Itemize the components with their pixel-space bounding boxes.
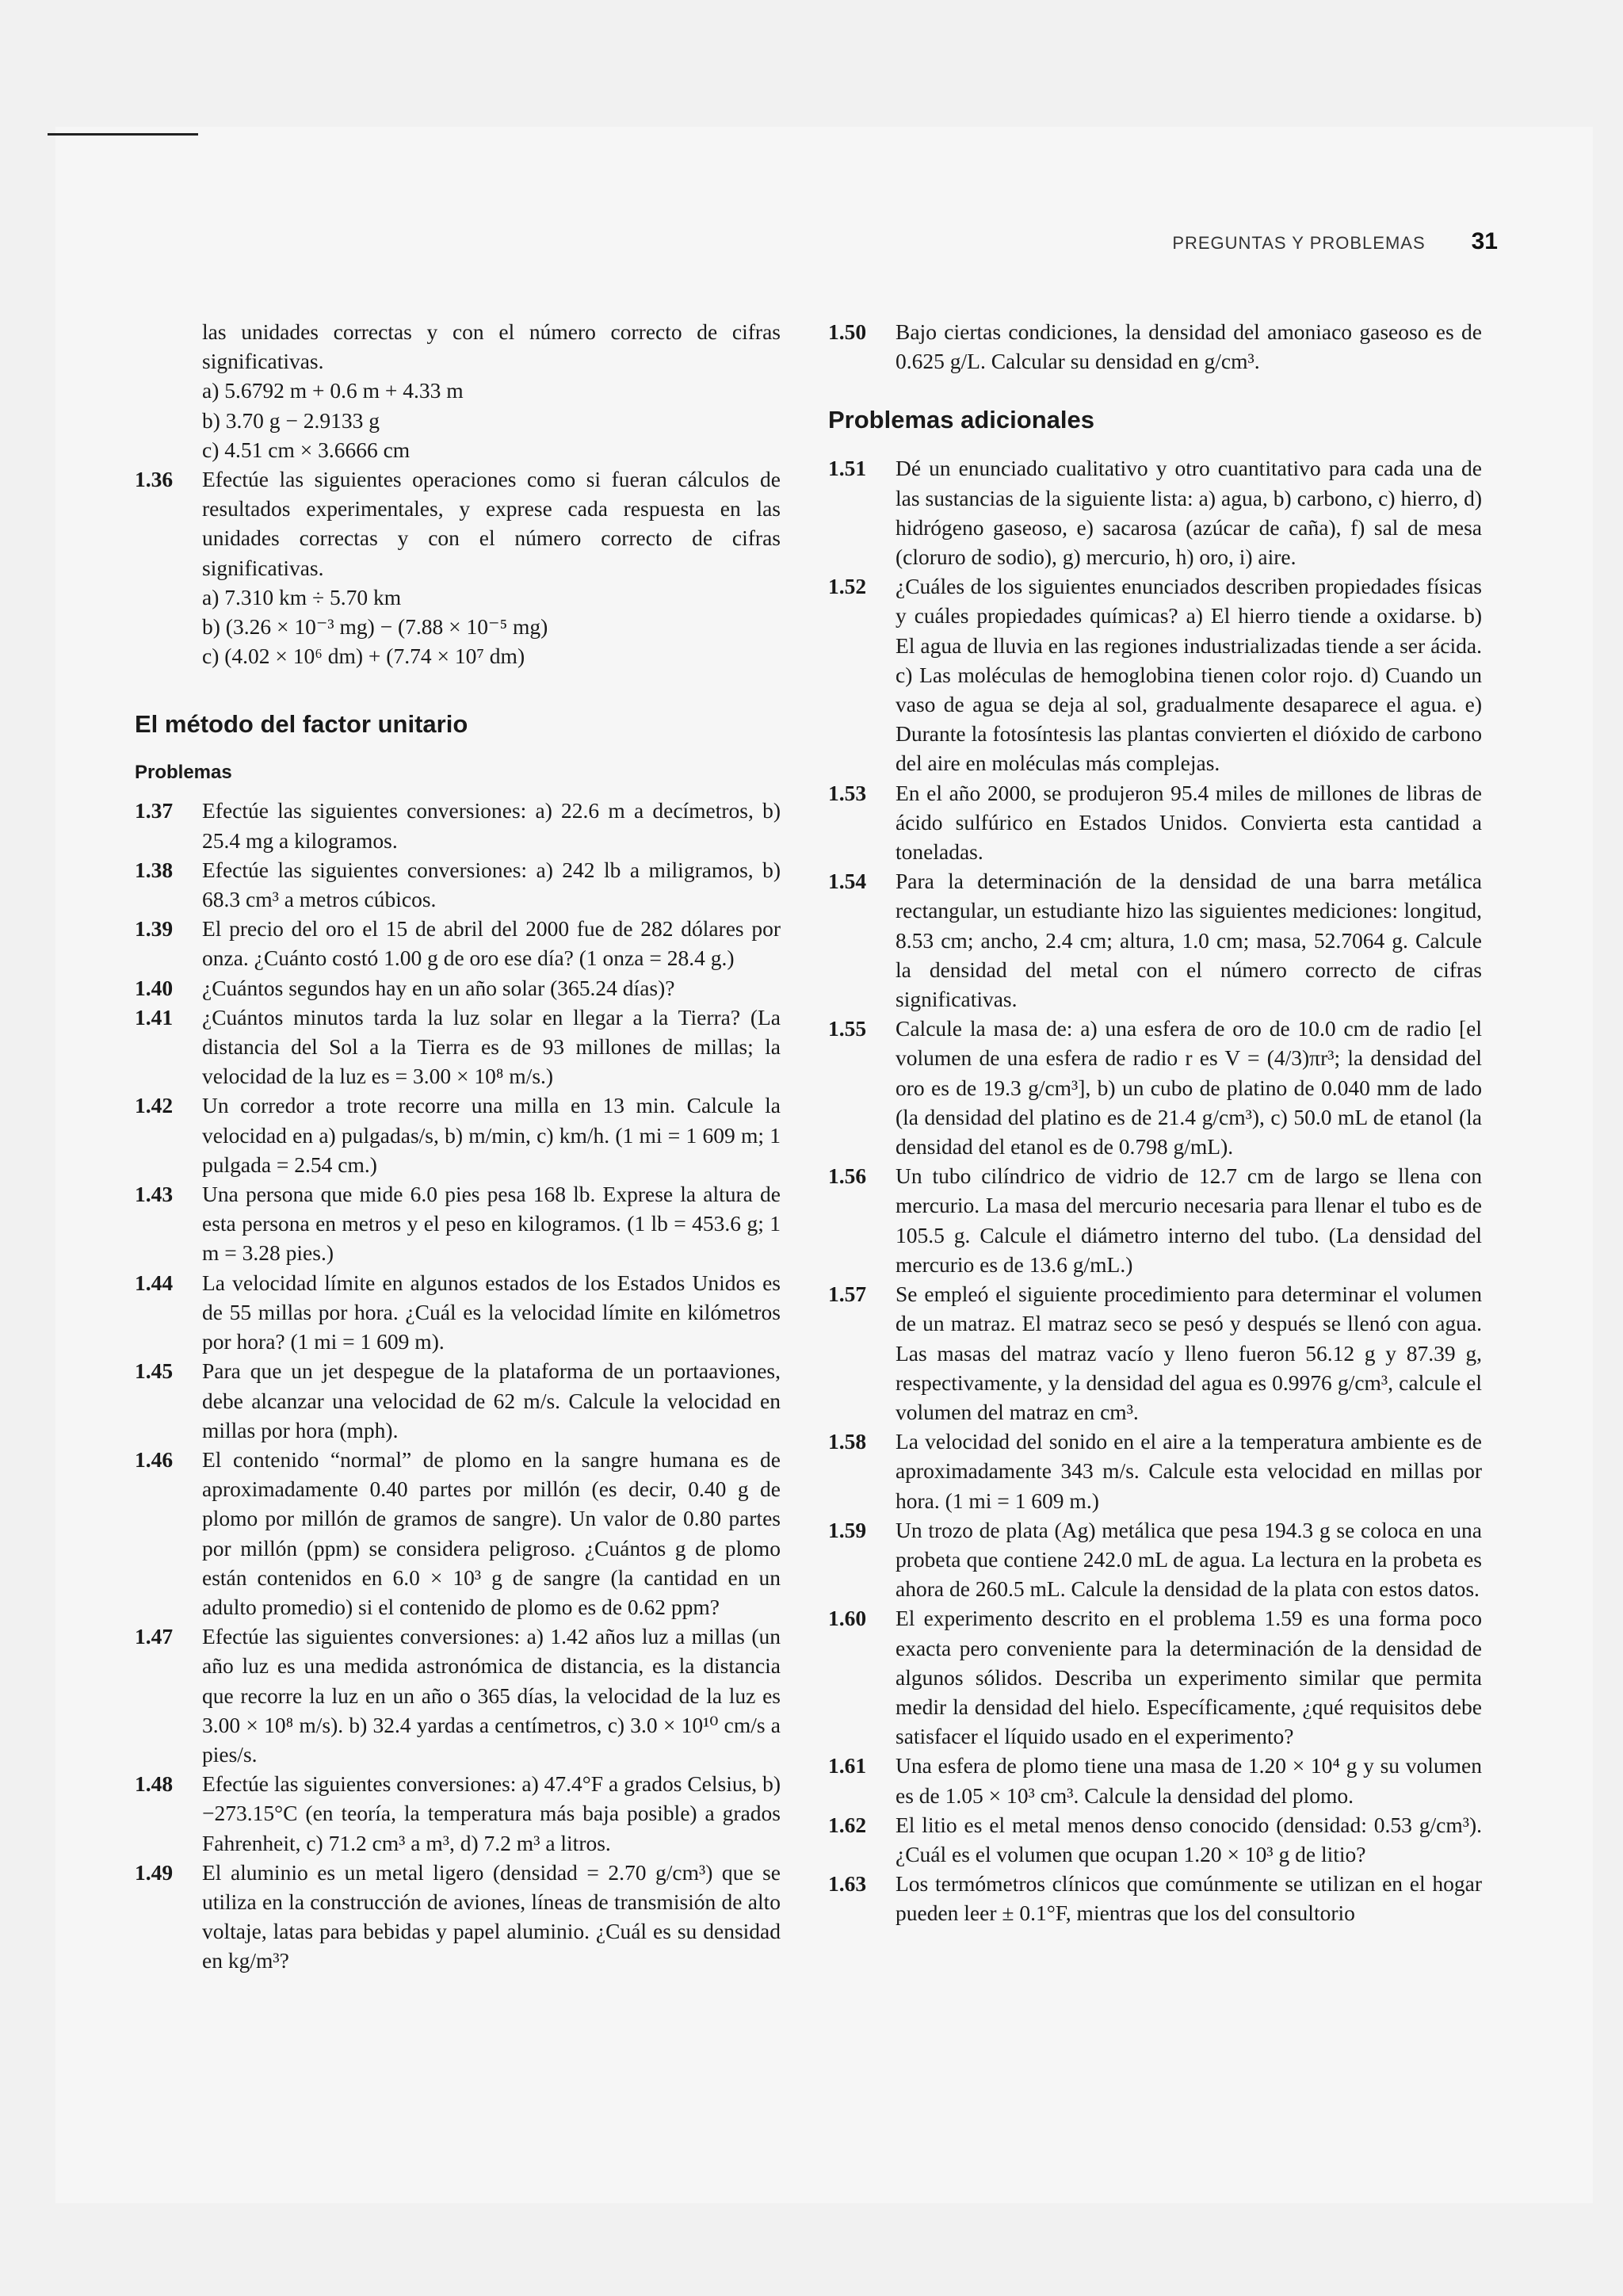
problem-number: 1.47 <box>135 1624 174 1649</box>
problem-text: Efectúe las siguientes conversiones: a) 1.42 años luz a millas (un año luz es una medida astronómica de distancia, es la distancia que recorre la luz en un año o 365 días, la velocidad de la luz es 3.00 × 10⁸ m/s). b) 32.4 yardas a centímetros, c) 3.0 × 10¹⁰ cm/s a pies/s. <box>202 1624 781 1767</box>
problem-text: Un trozo de plata (Ag) metálica que pesa 194.3 g se coloca en una probeta que contiene 242.0 mL de agua. La lectura en la probeta es ahora de 260.5 mL. Calcule la densidad de la plata con estos datos. <box>896 1517 1482 1602</box>
problem-item <box>135 1091 781 1179</box>
problem-number: 1.48 <box>135 1771 174 1797</box>
problem-item <box>135 1356 781 1445</box>
problem-number: 1.37 <box>135 798 174 823</box>
top-rule <box>48 133 198 136</box>
section-heading: El método del factor unitario <box>135 710 468 739</box>
problem-number: 1.52 <box>828 574 867 599</box>
problem-item <box>828 1603 1482 1751</box>
section-heading: Problemas adicionales <box>828 406 1094 434</box>
sub-item: a) 5.6792 m + 0.6 m + 4.33 m <box>202 378 464 403</box>
problem-text: Para que un jet despegue de la plataforma de un portaaviones, debe alcanzar una velocidad de 62 m/s. Calcule la velocidad en millas por hora (mph). <box>202 1358 781 1442</box>
problem-number: 1.45 <box>135 1358 174 1384</box>
problem-text: Una esfera de plomo tiene una masa de 1.20 × 10⁴ g y su volumen es de 1.05 × 10³ cm³. Calcule la densidad del plomo. <box>896 1753 1482 1808</box>
problem-number: 1.36 <box>135 467 174 492</box>
problem-item <box>135 796 781 854</box>
problem-item <box>135 855 781 914</box>
problem-item <box>828 1515 1482 1604</box>
problem-number: 1.51 <box>828 456 867 481</box>
problem-1-50 <box>828 317 1482 376</box>
problem-text: El precio del oro el 15 de abril del 2000 fue de 282 dólares por onza. ¿Cuánto costó 1.00 g de oro ese día? (1 onza = 28.4 g.) <box>202 916 781 971</box>
problem-item <box>135 1268 781 1357</box>
problem-text: Una persona que mide 6.0 pies pesa 168 lb. Exprese la altura de esta persona en metros y el peso en kilogramos. (1 lb = 453.6 g; 1 m = 3.28 pies.) <box>202 1182 781 1266</box>
problem-item <box>828 1751 1482 1809</box>
sub-item: c) 4.51 cm × 3.6666 cm <box>202 437 411 462</box>
problem-item <box>135 1622 781 1769</box>
problem-text: Calcule la masa de: a) una esfera de oro de 10.0 cm de radio [el volumen de una esfera de radio r es V = (4/3)πr³; la densidad del oro es de 19.3 g/cm³], b) un cubo de platino de 0.040 mm de lado (la densidad del platino es de 21.4 g/cm³), c) 50.0 mL de etanol (la densidad del etanol es de 0.798 g/mL). <box>896 1016 1482 1159</box>
problem-text: Se empleó el siguiente procedimiento para determinar el volumen de un matraz. El matraz seco se pesó y después se llenó con agua. Las masas del matraz vacío y lleno fueron 56.12 g y 87.39 g, respectivamente, y la densidad del agua es 0.9976 g/cm³, calcule el volumen del matraz en cm³. <box>896 1282 1482 1424</box>
problem-text: El contenido “normal” de plomo en la sangre humana es de aproximadamente 0.40 partes por millón (es decir, 0.40 g de plomo por millón de gramos de sangre). Un valor de 0.80 partes por millón (ppm) se considera peligroso. ¿Cuántos g de plomo están contenidos en 6.0 × 10³ g de sangre (la cantidad en un adulto promedio) si el contenido de plomo es de 0.62 ppm? <box>202 1446 781 1619</box>
problem-text: La velocidad límite en algunos estados de los Estados Unidos es de 55 millas por hora. ¿Cuál es la velocidad límite en kilómetros por hora? (1 mi = 1 609 m). <box>202 1270 781 1354</box>
problem-number: 1.49 <box>135 1859 174 1885</box>
problem-number: 1.60 <box>828 1606 867 1631</box>
problem-number: 1.57 <box>828 1282 867 1307</box>
problem-number: 1.59 <box>828 1517 867 1542</box>
problem-text: Para la determinación de la densidad de una barra metálica rectangular, un estudiante hizo las siguientes mediciones: longitud, 8.53 cm; ancho, 2.4 cm; altura, 1.0 cm; masa, 52.7064 g. Calcule la densidad del metal con el número correcto de cifras significativas. <box>896 869 1482 1012</box>
problem-item <box>828 778 1482 867</box>
problem-text: El aluminio es un metal ligero (densidad = 2.70 g/cm³) que se utiliza en la construcción de aviones, líneas de transmisión de alto voltaje, latas para bebidas y papel aluminio. ¿Cuál es su densidad en kg/m³? <box>202 1859 781 1973</box>
problem-item <box>828 1161 1482 1279</box>
problem-number: 1.62 <box>828 1812 867 1837</box>
page-number: 31 <box>1471 228 1498 254</box>
sub-item: b) 3.70 g − 2.9133 g <box>202 407 380 433</box>
running-head <box>872 228 1498 260</box>
continued-text: las unidades correctas y con el número correcto de cifras significativas. <box>202 319 781 374</box>
problem-number: 1.56 <box>828 1163 867 1189</box>
problem-text: Dé un enunciado cualitativo y otro cuantitativo para cada una de las sustancias de la siguiente lista: a) agua, b) carbono, c) hierro, d) hidrógeno gaseoso, e) sacarosa (azúcar de caña), f) sal de mesa (cloruro de sodio), g) mercurio, h) oro, i) aire. <box>896 456 1482 570</box>
problem-text: Bajo ciertas condiciones, la densidad del amoniaco gaseoso es de 0.625 g/L. Calcular su densidad en g/cm³. <box>896 319 1482 374</box>
problem-text: Un corredor a trote recorre una milla en 13 min. Calcule la velocidad en a) pulgadas/s, b) m/min, c) km/h. (1 mi = 1 609 m; 1 pulgada = 2.54 cm.) <box>202 1093 781 1177</box>
problem-number: 1.40 <box>135 975 174 1000</box>
problem-item <box>828 1869 1482 1927</box>
problem-number: 1.39 <box>135 916 174 942</box>
problem-item <box>828 453 1482 571</box>
problem-number: 1.58 <box>828 1429 867 1454</box>
problem-text: El litio es el metal menos denso conocido (densidad: 0.53 g/cm³). ¿Cuál es el volumen que ocupan 1.20 × 10³ g de litio? <box>896 1812 1482 1866</box>
problem-number: 1.55 <box>828 1016 867 1041</box>
problem-item <box>135 1769 781 1858</box>
sub-item: c) (4.02 × 10⁶ dm) + (7.74 × 10⁷ dm) <box>202 644 525 669</box>
problem-number: 1.44 <box>135 1270 174 1295</box>
problem-number: 1.42 <box>135 1093 174 1118</box>
sub-item: b) (3.26 × 10⁻³ mg) − (7.88 × 10⁻⁵ mg) <box>202 614 548 640</box>
problem-number: 1.61 <box>828 1753 867 1778</box>
problem-item <box>828 1810 1482 1869</box>
problem-text: Efectúe las siguientes operaciones como si fueran cálculos de resultados experimentales, y exprese cada respuesta en las unidades correctas y con el número correcto de cifras significativas. <box>202 467 781 580</box>
problem-text: La velocidad del sonido en el aire a la temperatura ambiente es de aproximadamente 343 m/s. Calcule esta velocidad en millas por hora. (1 mi = 1 609 m.) <box>896 1429 1482 1513</box>
problem-text: Efectúe las siguientes conversiones: a) 22.6 m a decímetros, b) 25.4 mg a kilogramos. <box>202 798 781 853</box>
problem-item <box>828 866 1482 1014</box>
problem-number: 1.38 <box>135 857 174 882</box>
right-column <box>828 317 1482 1928</box>
problem-number: 1.46 <box>135 1446 174 1472</box>
problem-text: Efectúe las siguientes conversiones: a) 47.4°F a grados Celsius, b) −273.15°C (en teoría, la temperatura más baja posible) a grados Fahrenheit, c) 71.2 cm³ a m³, d) 7.2 m³ a litros. <box>202 1771 781 1855</box>
problem-number: 1.50 <box>828 319 867 344</box>
problem-item <box>135 1003 781 1091</box>
problem-item <box>135 1445 781 1622</box>
problem-item <box>135 973 781 1003</box>
problem-text: Un tubo cilíndrico de vidrio de 12.7 cm de largo se llena con mercurio. La masa del mercurio necesaria para llenar el tubo es de 105.5 g. Calcule el diámetro interno del tubo. (La densidad del mercurio es de 13.6 g/mL.) <box>896 1163 1482 1277</box>
running-title: PREGUNTAS Y PROBLEMAS <box>1172 233 1426 253</box>
problem-item <box>135 1858 781 1976</box>
problem-item <box>828 571 1482 777</box>
problem-text: Efectúe las siguientes conversiones: a) 242 lb a miligramos, b) 68.3 cm³ a metros cúbicos. <box>202 857 781 912</box>
problem-number: 1.54 <box>828 869 867 894</box>
problem-item <box>828 1427 1482 1515</box>
problem-item <box>828 1279 1482 1427</box>
problem-text: ¿Cuántos minutos tarda la luz solar en llegar a la Tierra? (La distancia del Sol a la Tierra es de 93 millones de millas; la velocidad de la luz es = 3.00 × 10⁸ m/s.) <box>202 1004 781 1089</box>
left-column <box>135 317 781 1976</box>
problem-text: En el año 2000, se produjeron 95.4 miles de millones de libras de ácido sulfúrico en Estados Unidos. Convierta esta cantidad a toneladas. <box>896 780 1482 865</box>
problem-number: 1.43 <box>135 1182 174 1207</box>
problem-text: ¿Cuáles de los siguientes enunciados describen propiedades físicas y cuáles propiedades químicas? a) El hierro tiende a oxidarse. b) El agua de lluvia en las regiones industrializadas tiende a ser ácida. c) Las moléculas de hemoglobina tienen color rojo. d) Cuando un vaso de agua se deja al sol, gradualmente desaparece el agua. e) Durante la fotosíntesis las plantas convierten el dióxido de carbono del aire en moléculas más complejas. <box>896 574 1482 776</box>
problem-text: El experimento descrito en el problema 1.59 es una forma poco exacta pero conveniente para la determinación de la densidad de algunos sólidos. Describa un experimento similar que permita medir la densidad del hielo. Específicamente, ¿qué requisitos debe satisfacer el líquido usado en el experimento? <box>896 1606 1482 1749</box>
problem-item <box>828 1014 1482 1161</box>
problem-text: Los termómetros clínicos que comúnmente se utilizan en el hogar pueden leer ± 0.1°F, mientras que los del consultorio <box>896 1871 1482 1926</box>
problem-text: ¿Cuántos segundos hay en un año solar (365.24 días)? <box>202 975 675 1000</box>
problem-1-36 <box>135 464 781 583</box>
subsection-heading: Problemas <box>135 762 232 784</box>
problem-number: 1.63 <box>828 1871 867 1897</box>
problem-number: 1.41 <box>135 1004 174 1030</box>
problem-item <box>135 914 781 972</box>
problem-number: 1.53 <box>828 780 867 805</box>
problem-item <box>135 1179 781 1268</box>
sub-item: a) 7.310 km ÷ 5.70 km <box>202 584 402 609</box>
